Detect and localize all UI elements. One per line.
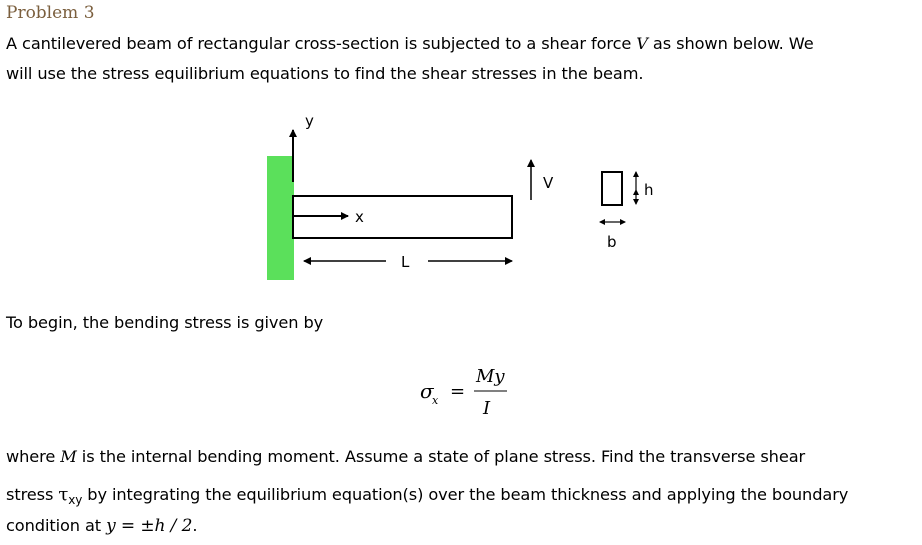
equation-equals: =: [450, 381, 466, 402]
body-text-integrating: by integrating the equilibrium equation(s) over the beam thickness and applying the boundary: [82, 485, 849, 504]
shear-force-variable: V: [636, 34, 648, 53]
bending-stress-equation: [420, 360, 530, 422]
y-axis-label: y: [305, 112, 314, 130]
equation-denominator: I: [483, 398, 491, 419]
body-line-2: [6, 484, 848, 505]
equation-lhs: σ: [420, 379, 434, 403]
fixed-wall-support: [267, 156, 294, 280]
body-line-3: [6, 516, 197, 536]
tau-symbol: τ: [58, 484, 69, 505]
tau-subscript: xy: [68, 493, 83, 507]
boundary-condition: y = ±h / 2: [106, 516, 193, 536]
body-line-1: [6, 447, 805, 466]
body-text-stress: stress: [6, 485, 59, 504]
length-label: L: [401, 253, 410, 271]
intro-text-b: as shown below. We: [647, 34, 814, 53]
intro-text-a: A cantilevered beam of rectangular cross-section is subjected to a shear force: [6, 34, 637, 53]
beam-diagram: [0, 100, 922, 290]
body-text-where: where: [6, 447, 61, 466]
moment-variable: M: [60, 447, 77, 466]
body-text-moment: is the internal bending moment. Assume a state of plane stress. Find the transverse shear: [76, 447, 806, 466]
width-label: b: [607, 233, 617, 251]
body-text-period: .: [192, 516, 198, 535]
height-label: h: [644, 181, 654, 199]
body-text-condition: condition at: [6, 516, 107, 535]
intro-line-2: will use the stress equilibrium equations to find the shear stresses in the beam.: [6, 64, 644, 83]
bending-intro: To begin, the bending stress is given by: [6, 313, 324, 332]
shear-force-label: V: [543, 174, 554, 192]
cross-section: [602, 172, 622, 205]
equation-numerator: My: [476, 366, 505, 387]
equation-lhs-subscript: x: [432, 394, 439, 407]
x-axis-label: x: [355, 208, 364, 226]
intro-line-1: [6, 34, 814, 53]
problem-title: Problem 3: [6, 3, 95, 23]
